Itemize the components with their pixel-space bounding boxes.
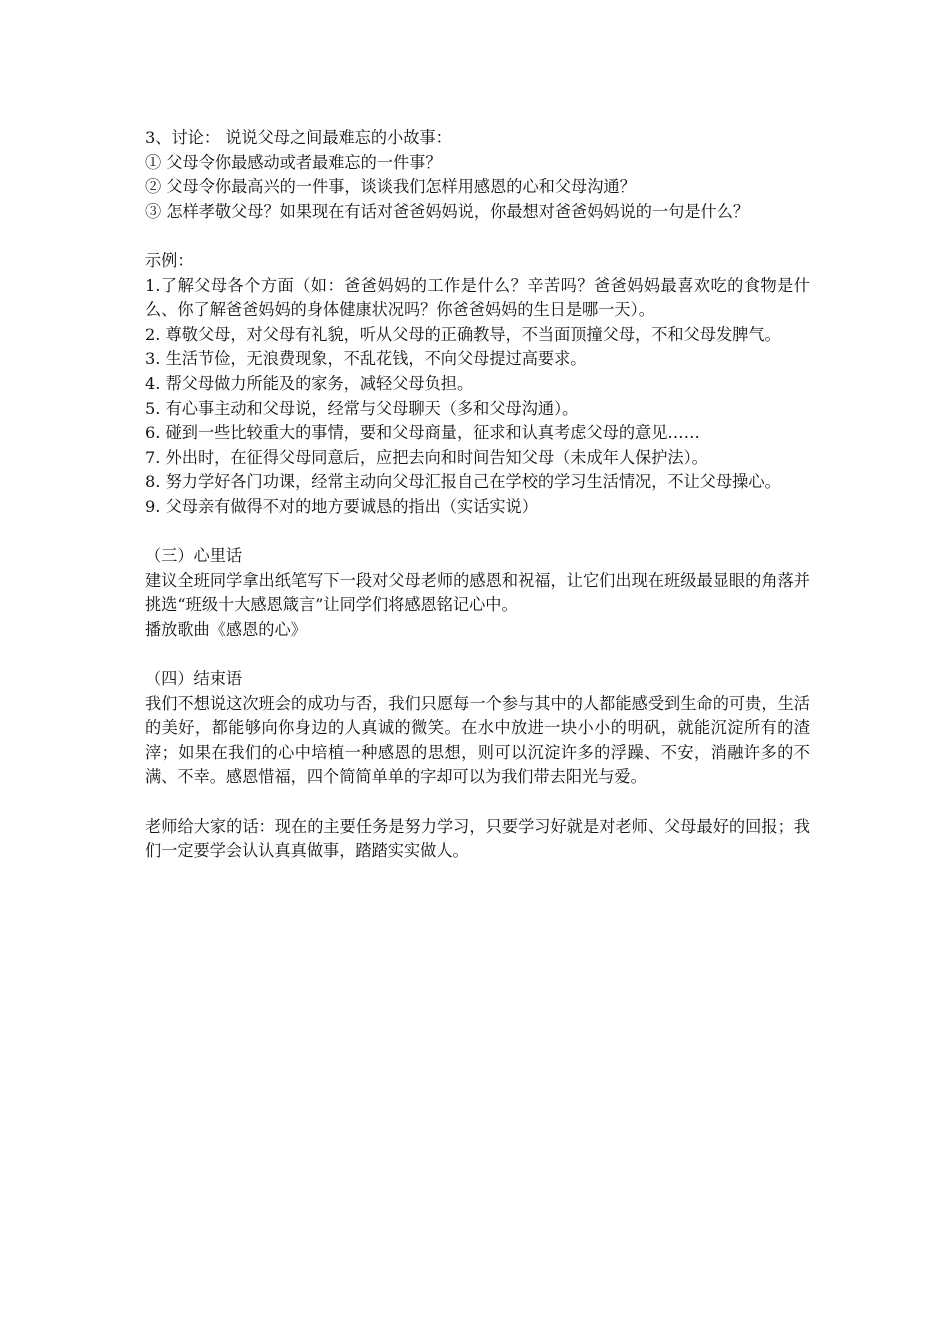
closing-paragraph: 我们不想说这次班会的成功与否，我们只愿每一个参与其中的人都能感受到生命的可贵，生活的美好，都能够向你身边的人真诚的微笑。在水中放进一块小小的明矾，就能沉淀所有的渣滓；如果在我们的心中培植一种感恩的思想，则可以沉淀许多的浮躁、不安，消融许多的不满、不幸。感恩惜福，四个简简单单的字却可以为我们带去阳光与爱。 (145, 693, 810, 787)
section-paragraph: 建议全班同学拿出纸笔写下一段对父母老师的感恩和祝福，让它们出现在班级最显眼的角落并挑选“班级十大感恩箴言”让同学们将感恩铭记心中。 (145, 570, 810, 615)
examples-heading: 示例： (145, 250, 194, 270)
blank-line (145, 642, 810, 667)
example-item: 4. 帮父母做力所能及的家务，减轻父母负担。 (145, 373, 474, 393)
discussion-item: ② 父母令你最高兴的一件事，谈谈我们怎样用感恩的心和父母沟通？ (145, 177, 636, 197)
section-heading-heart-words: （三）心里话 (145, 546, 243, 566)
example-item: 5. 有心事主动和父母说，经常与父母聊天（多和父母沟通）。 (145, 398, 579, 418)
example-item: 7. 外出时，在征得父母同意后，应把去向和时间告知父母（未成年人保护法）。 (145, 447, 708, 467)
example-item: 1.了解父母各个方面（如：爸爸妈妈的工作是什么？辛苦吗？爸爸妈妈最喜欢吃的食物是什么、你了解爸爸妈妈的身体健康状况吗？你爸爸妈妈的生日是哪一天）。 (145, 275, 810, 320)
section-paragraph: 播放歌曲《感恩的心》 (145, 619, 307, 639)
example-item: 6. 碰到一些比较重大的事情，要和父母商量，征求和认真考虑父母的意见…… (145, 423, 700, 443)
example-item: 9. 父母亲有做得不对的地方要诚恳的指出（实话实说） (145, 496, 538, 516)
blank-line (145, 790, 810, 815)
example-item: 2. 尊敬父母，对父母有礼貌，听从父母的正确教导，不当面顶撞父母，不和父母发脾气。 (145, 324, 781, 344)
document-body (145, 126, 810, 864)
discussion-item: ③ 怎样孝敬父母？如果现在有话对爸爸妈妈说，你最想对爸爸妈妈说的一句是什么？ (145, 201, 750, 221)
example-item: 8. 努力学好各门功课，经常主动向父母汇报自己在学校的学习生活情况，不让父母操心。 (145, 472, 781, 492)
section-heading-closing: （四）结束语 (145, 669, 243, 689)
blank-line (145, 520, 810, 545)
example-item: 3. 生活节俭，无浪费现象，不乱花钱，不向父母提过高要求。 (145, 349, 587, 369)
discussion-heading: 3、讨论： 说说父母之间最难忘的小故事： (145, 128, 452, 147)
discussion-item: ① 父母令你最感动或者最难忘的一件事？ (145, 152, 442, 172)
blank-line (145, 224, 810, 249)
teacher-words-paragraph: 老师给大家的话：现在的主要任务是努力学习，只要学习好就是对老师、父母最好的回报；我们一定要学会认认真真做事，踏踏实实做人。 (145, 816, 810, 861)
